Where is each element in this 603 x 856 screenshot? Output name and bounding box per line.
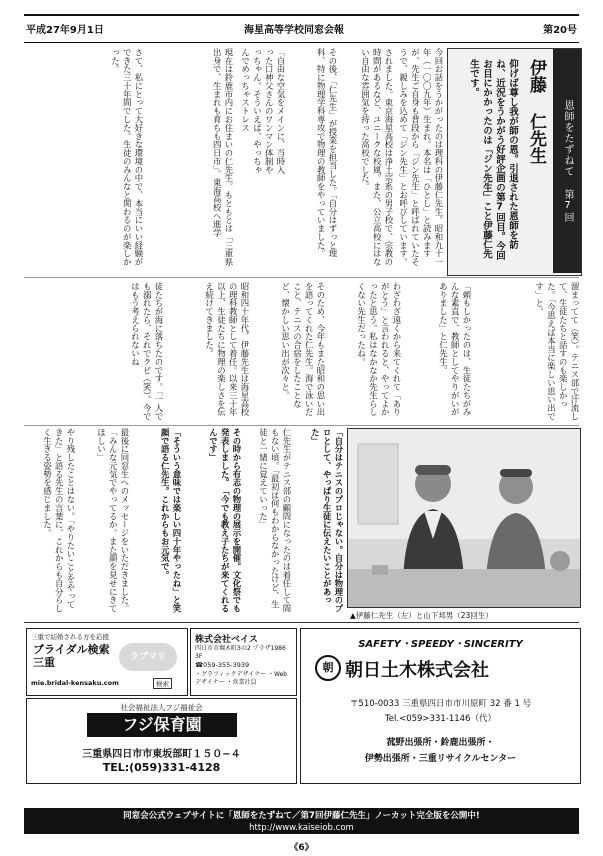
base-tel: ☎059-355-3939 [195,661,250,669]
article-column-9: 溜まってて（笑）。テニス部で汗流して、生徒たちと話すのも楽しかった。「今思えば本当に楽しい思い出です」と。 [534,282,580,421]
article-column-11: そのため、今年もまた昭和の思い出を語ってくれた仁先生。海で泳いだこと、テニスの合宿をしたことなど、懐かしい思い出が次々と。 [280,282,326,417]
teacher-photo [347,428,581,608]
row-divider-1 [24,277,579,278]
article-column-17: 最後に同窓生へのメッセージをいただきました。「みんな元気でやってるか。また顔を見せにきてほしい」 [96,428,130,613]
article-column-7: わざわざ遠くから来てくれて「ありがとう」と言われると、やってよかったと思う。私はなかなか先生らしくない先生だったね。 [356,282,402,417]
feature-subtitle: 仰げば尊し我が師の恩。引退された恩師を訪ね、近況をうかがう好評企画の第7回目。今回お目にかかったのは「ジン先生」こと伊藤仁先生です。 [468,59,518,260]
fuji-name: フジ保育園 [87,713,237,737]
article-column-18: やり残したことはない。「やりたいことをやってきた」と語る先生の言葉に、これからも自分らしく生きる姿勢を感じました。 [42,428,76,613]
asahi-company-name: 朝日土木株式会社 [345,660,489,681]
base-address: 四日市市堀木町3の2 プラザ1986 3F [195,645,286,660]
row-divider-2 [24,425,579,426]
issue-date: 平成27年9月1日 [26,25,104,36]
bridal-url[interactable]: mie.bridal-kensaku.com [31,679,119,687]
asahi-slogan: SAFETY・SPEEDY・SINCERITY [358,639,523,650]
asahi-logo-mark: 朝 [315,655,341,681]
base-services: ・グラフィックデザイナー ・Webデザイナー ・営業社員 [195,671,288,686]
series-label: 恩師をたずねて 第7回 [553,49,581,273]
article-column-8: 「頼もしかったのは、生徒たちがみんな素直で、教師としてやりがいがありました」と仁先生。 [438,282,472,417]
website-notice: 同窓会公式ウェブサイトに「恩師をたずねて／第7回伊藤仁先生」ノーカット完全版を公開中! [123,811,480,821]
base-company-name: 株式会社ベイス [195,635,258,645]
ads-divider [24,622,579,623]
article-column-3: されました。東京海星高校は浄土宗系の男子校で、宗教の時間があるなど、ユニークな校風。また、公立高校にはない自由な雰囲気を持った高校でした。 [360,48,394,267]
article-column-6: さて、私にとって大好きな環境の中で、本当にいい経験ができた三十年間でした。生徒のみんなと関わるのが楽しかった。 [110,48,144,267]
fuji-address: 三重県四日市市東坂部町１５０−４ [82,749,241,760]
asahi-branches-2: 伊勢出張所・三重リサイクルセンター [364,754,517,764]
fuji-ad [26,698,297,784]
article-column-2: 現在は鈴鹿市内にお住まいの仁先生。もともとは「三重県出身で、生まれも育ちも四日市」。東海高校へ進学 [212,48,234,267]
asahi-tel: Tel.<059>331-1146（代） [385,714,496,724]
article-column-14: 仁先生がテニス部の顧問になったのは着任して間もない頃。「最初は何もわからなかったけど、生徒と一緒に覚えていった」 [258,428,292,613]
website-url-link[interactable]: http://www.kaiseiob.com [249,823,354,833]
bridal-tagline: 三重で結婚される方を応援 [31,633,109,641]
article-column-13: 昭和四十年代、伊藤先生は海星高校の理科教師として着任。以来三十年以上、生徒たちに物理の楽しさを伝え続けてきました。 [204,282,250,417]
newsletter-title: 海星高等学校同窓会報 [244,25,344,36]
base-ad [190,628,297,696]
bridal-name: ブライダル検索三重 [33,643,110,669]
bridal-ad [26,628,188,696]
teacher-name: 伊藤 仁先生 [526,59,546,164]
asahi-branches-1: 菰野出張所・鈴鹿出張所・ [386,738,495,748]
page-number: 《6》 [289,843,314,853]
article-column-1: 今回お話をうかがったのは理科の伊藤仁先生。昭和九十一年（一〇〇九年）生まれ。本名は「ひとし」と読みますが、先生ご自身も普段から「ジン先生」と呼ばれていたそうで、親しみを込めて「ジン先生」とお呼びしています。 [398,48,444,267]
bridal-search-button[interactable]: 検索 [153,678,172,689]
issue-number: 第20号 [543,25,577,36]
fuji-tel: TEL:(059)331-4128 [102,761,221,774]
article-column-10: 徒たちが海に落ちたのです。「一人でも溺れたら、それでクビ（笑）。今ではもう考えられないね [130,282,164,421]
photo-caption: ▲伊藤仁先生（左）と山下邦男（23回生） [350,611,493,620]
article-column-5: その後、「仁先生」が授業を担当した。「自分はずっと理科、特に物理学科専攻で物理の教師をやっていました。 [316,48,338,258]
asahi-ad [300,628,581,784]
bridal-logo: ラブマリ [119,643,177,671]
page-header [24,14,579,43]
article-column-12: 「自分はテニスのプロじゃない。自分は物理のプロとして、やっぱり生徒に伝えたいことがあった」 [310,428,344,613]
feature-title-box [447,48,582,276]
asahi-address: 〒510-0033 三重県四日市市川原町 32 番 1 号 [349,699,532,709]
fuji-organization: 社会福祉法人フジ福祉会 [120,703,203,712]
photo-illustration [348,429,580,607]
website-notice-bar [24,808,579,834]
article-column-15: その時から有志の物理の展示を開催。文化祭でも発表しました。「今でも教え子たちが来てくれるんです」 [208,428,242,613]
article-column-4: 「自由な空気をメインに、当時入った口神父さんのワンマン体制やっちゃん。そういえば、やっちゃんでめっちゃストレス [240,48,286,174]
article-column-16: 「そういう意味では楽しい四十年やったね」と笑顔で語る仁先生。これからもお元気で。 [160,428,182,613]
